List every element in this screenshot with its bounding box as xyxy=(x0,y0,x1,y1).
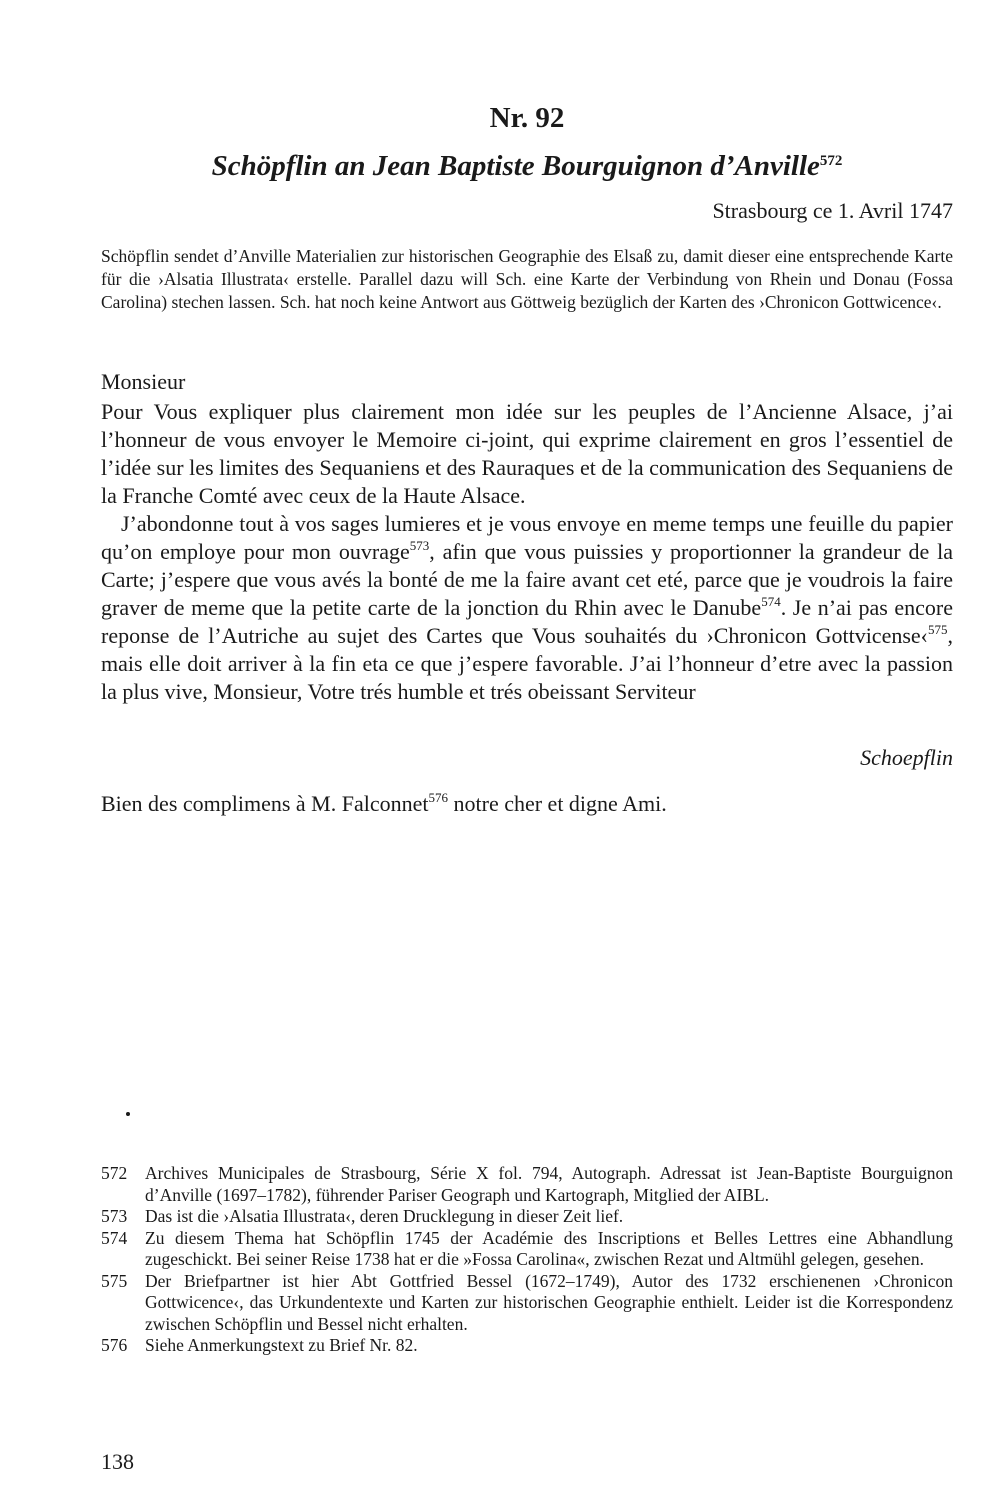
postscript xyxy=(101,790,953,818)
footnotes xyxy=(101,1163,953,1357)
letter-title-text: Schöpflin an Jean Baptiste Bourguignon d’Anville xyxy=(211,150,820,182)
footnote-ref-573: 573 xyxy=(409,538,430,553)
postscript-part-b: notre cher et digne Ami. xyxy=(448,791,667,816)
footnote-text: Archives Municipales de Strasbourg, Série X fol. 794, Autograph. Adressat ist Jean-Baptiste Bourguignon d’Anville (1697–1782), führender Pariser Geograph und Kartograph, Mitglied der AIBL. xyxy=(145,1163,953,1205)
footnote-text: Zu diesem Thema hat Schöpflin 1745 der Académie des Inscriptions et Belles Lettres eine Abhandlung zugeschickt. Bei seiner Reise 1738 hat er die »Fossa Carolina«, zwischen Rezat und Altmühl gelegen, gesehen. xyxy=(145,1227,953,1269)
stray-dot xyxy=(126,1112,130,1116)
footnote-576 xyxy=(101,1335,953,1357)
footnote-number: 573 xyxy=(101,1206,128,1226)
footnote-573 xyxy=(101,1206,953,1228)
body-paragraph-2-part-d: , mais elle doit arriver à la fin eta ce que j’espere favorable. J’ai l’honneur d’etre avec la passion la plus vive, Monsieur, Votre trés humble et trés obeissant Serviteur xyxy=(101,623,953,704)
letter-summary: Schöpflin sendet d’Anville Materialien zur historischen Geographie des Elsaß zu, damit dieser eine entsprechende Karte für die ›Alsatia Illustrata‹ erstelle. Parallel dazu will Sch. eine Karte der Verbindung von Rhein und Donau (Fossa Carolina) stechen lassen. Sch. hat noch keine Antwort aus Göttweig bezüglich der Karten des ›Chronicon Gottwicence‹. xyxy=(101,246,953,312)
footnote-ref-572: 572 xyxy=(819,153,843,169)
page-number: 138 xyxy=(101,1449,134,1474)
body-paragraph-2-part-c: . Je n’ai pas encore reponse de l’Autriche au sujet des Cartes que Vous souhaités du ›Chronicon Gottvicense‹ xyxy=(101,595,954,648)
footnote-number: 575 xyxy=(101,1270,128,1291)
footnote-574 xyxy=(101,1228,953,1271)
footnote-572 xyxy=(101,1163,953,1206)
letter-title xyxy=(101,150,953,183)
footnote-number: 576 xyxy=(101,1335,128,1355)
footnote-number: 574 xyxy=(101,1227,128,1248)
place-date: Strasbourg ce 1. Avril 1747 xyxy=(712,198,953,223)
footnote-575 xyxy=(101,1271,953,1336)
body-paragraph-2-part-b: , afin que vous puissies y proportionner la grandeur de la Carte; j’espere que vous avés la bonté de me la faire avant cet eté, parce que je voudrois la faire graver de meme que la petite carte de la jonction du Rhin avec le Danube xyxy=(101,539,953,620)
body-paragraph-1: Pour Vous expliquer plus clairement mon idée sur les peuples de l’Ancienne Alsace, j’ai l’honneur de vous envoyer le Memoire ci-joint, qui exprime clairement en gros l’essentiel de l’idée sur les limites des Sequaniens et des Rauraques et de la communication des Sequaniens de la Franche Comté avec ceux de la Haute Alsace. xyxy=(101,399,953,508)
letter-number: Nr. 92 xyxy=(489,102,565,134)
footnote-text: Das ist die ›Alsatia Illustrata‹, deren Drucklegung in dieser Zeit lief. xyxy=(145,1206,624,1226)
signature: Schoepflin xyxy=(860,745,953,770)
body-paragraph-2 xyxy=(101,510,953,706)
document-page xyxy=(101,0,953,1488)
body-paragraph-2-part-a: J’abondonne tout à vos sages lumieres et je vous envoye en meme temps une feuille du papier qu’on employe pour mon ouvrage xyxy=(101,511,953,564)
footnote-ref-576: 576 xyxy=(428,790,448,805)
footnote-ref-574: 574 xyxy=(761,594,781,609)
postscript-part-a: Bien des complimens à M. Falconnet xyxy=(101,791,429,816)
salutation: Monsieur xyxy=(101,369,186,394)
letter-body xyxy=(101,398,953,706)
footnote-number: 572 xyxy=(101,1163,128,1183)
footnote-text: Der Briefpartner ist hier Abt Gottfried Bessel (1672–1749), Autor des 1732 erschienenen ›Chronicon Gottwicence‹, das Urkundentexte und Karten zur historischen Geographie enthielt. Leider ist die Korrespondenz zwischen Schöpflin und Bessel nicht erhalten. xyxy=(145,1270,953,1334)
footnote-text: Siehe Anmerkungstext zu Brief Nr. 82. xyxy=(145,1335,418,1355)
footnote-ref-575: 575 xyxy=(928,622,948,637)
